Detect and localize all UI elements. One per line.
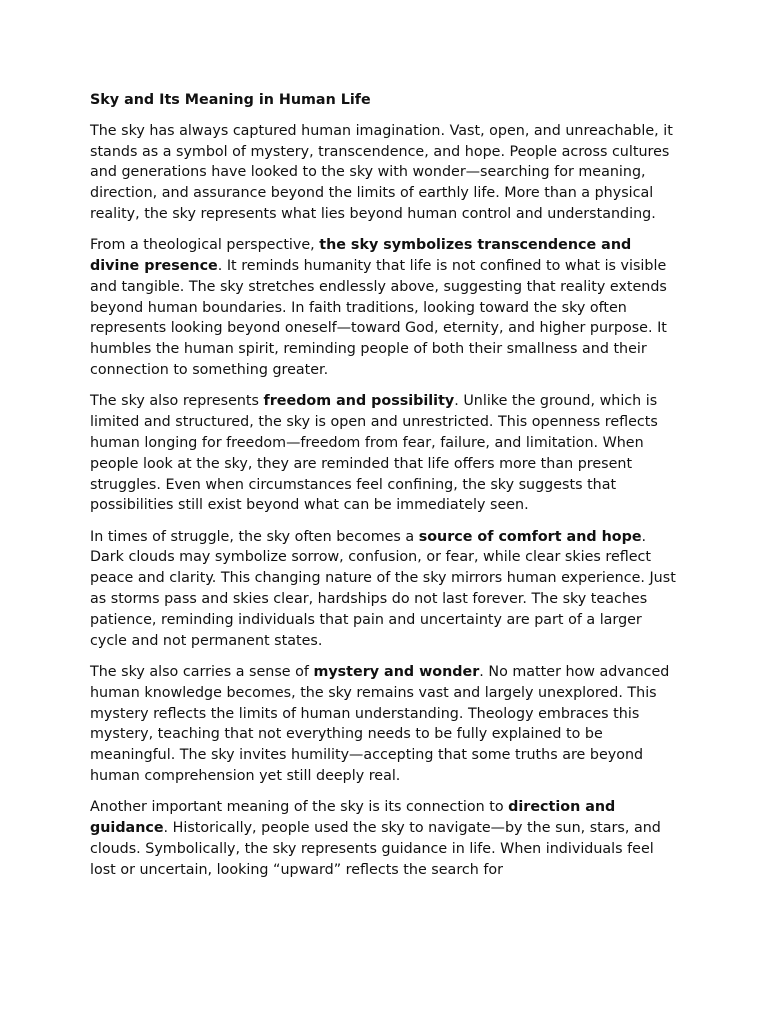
paragraph-text: The sky also carries a sense of [90,663,314,680]
paragraph-text: Another important meaning of the sky is its connection to [90,799,509,816]
paragraph-text: The sky also represents [90,393,264,410]
paragraph-text: . Historically, people used the sky to navigate—by the sun, stars, and clouds. Symbolically, the sky represents guidance in life. When individuals feel lost or uncertain, looking “upward” reflects the search for [90,820,661,878]
paragraph-theological [90,235,680,381]
paragraph-intro [90,121,680,225]
paragraph-freedom [90,391,680,516]
paragraph-mystery [90,662,680,787]
paragraph-emphasis: direction and guidance [90,799,616,836]
paragraph-text: The sky has always captured human imagination. Vast, open, and unreachable, it stands as a symbol of mystery, transcendence, and hope. People across cultures and generations have looked to the sky with wonder—searching for meaning, direction, and assurance beyond the limits of earthly life. More than a physical reality, the sky represents what lies beyond human control and understanding. [90,122,673,222]
paragraph-text: . No matter how advanced human knowledge becomes, the sky remains vast and largely unexplored. This mystery reflects the limits of human understanding. Theology embraces this mystery, teaching that not everything needs to be fully explained to be meaningful. The sky invites humility—accepting that some truths are beyond human comprehension yet still deeply real. [90,663,670,784]
document-title: Sky and Its Meaning in Human Life [90,92,371,108]
paragraph-emphasis: mystery and wonder [313,663,480,680]
document-page [90,90,680,891]
paragraph-emphasis: freedom and possibility [263,393,455,410]
paragraph-text: . Dark clouds may symbolize sorrow, confusion, or fear, while clear skies reflect peace and clarity. This changing nature of the sky mirrors human experience. Just as storms pass and skies clear, hardships do not last forever. The sky teaches patience, reminding individuals that pain and uncertainty are part of a larger cycle and not permanent states. [90,528,676,649]
paragraph-text: From a theological perspective, [90,237,320,254]
paragraph-text: . Unlike the ground, which is limited and structured, the sky is open and unrestricted. This openness reflects human longing for freedom—freedom from fear, failure, and limitation. When people look at the sky, they are reminded that life offers more than present struggles. Even when circumstances feel confining, the sky suggests that possibilities still exist beyond what can be immediately seen. [90,393,658,514]
paragraph-emphasis: the sky symbolizes transcendence and divine presence [90,237,632,275]
paragraph-direction [90,797,680,880]
paragraph-comfort [90,527,680,652]
paragraph-text: In times of struggle, the sky often becomes a [90,528,419,545]
paragraph-text: . It reminds humanity that life is not confined to what is visible and tangible. The sky stretches endlessly above, suggesting that reality extends beyond human boundaries. In faith traditions, looking toward the sky often represents looking beyond oneself—toward God, eternity, and higher purpose. It humbles the human spirit, reminding people of both their smallness and their connection to something greater. [90,258,667,379]
paragraph-emphasis: source of comfort and hope [418,528,642,545]
